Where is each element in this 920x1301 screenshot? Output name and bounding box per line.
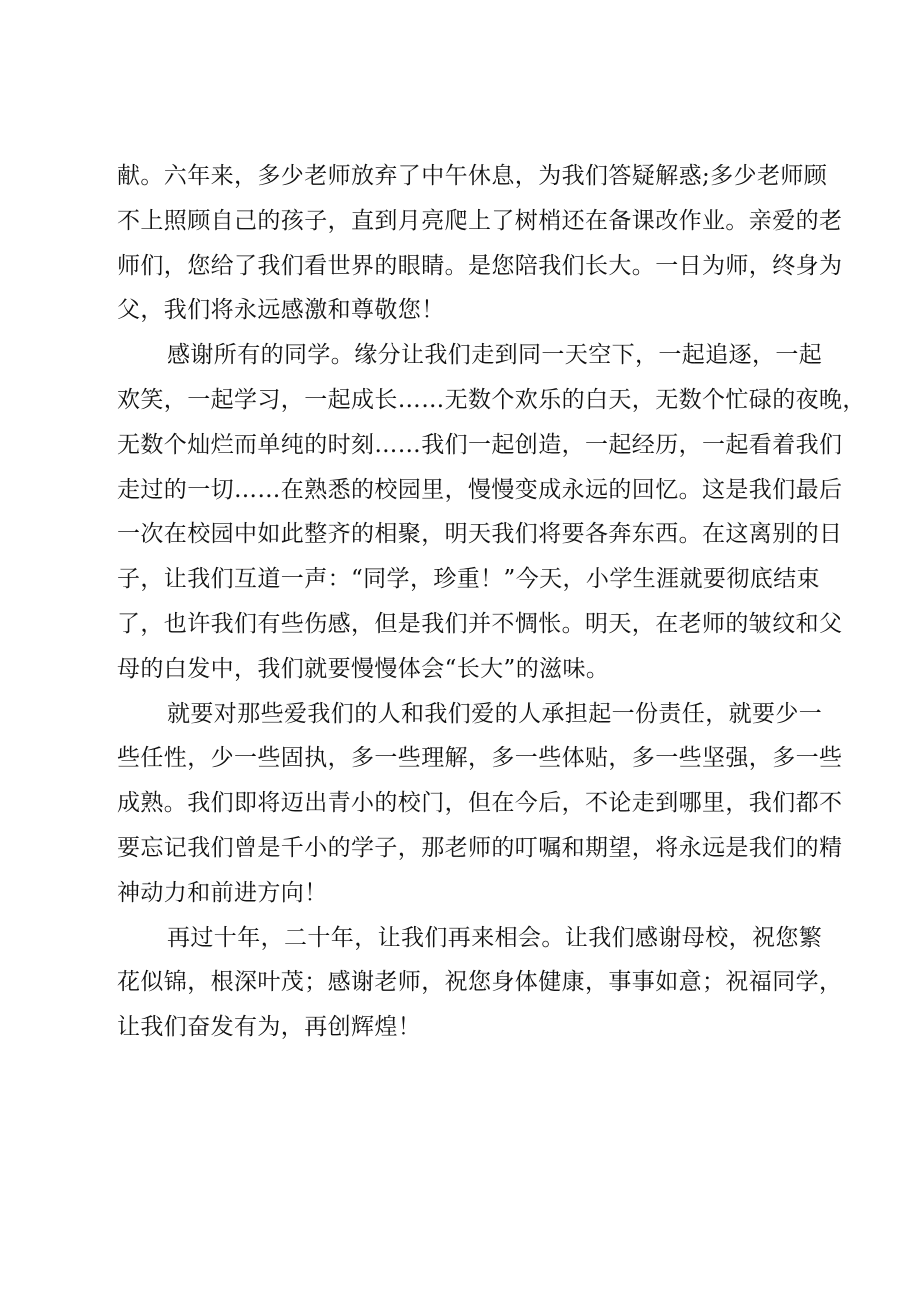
text-line: 一次在校园中如此整齐的相聚，明天我们将要各奔东西。在这离别的日 — [117, 521, 843, 548]
text-line: 神动力和前进方向！ — [117, 879, 328, 906]
text-line: 献。六年来，多少老师放弃了中午休息，为我们答疑解惑;多少老师顾 — [117, 163, 828, 189]
document-body — [117, 154, 866, 1050]
text-line: 成熟。我们即将迈出青小的校门，但在今后，不论走到哪里，我们都不 — [117, 790, 843, 817]
paragraph-start-line: 再过十年，二十年，让我们再来相会。让我们感谢母校，祝您繁 — [167, 924, 823, 951]
text-line: 母的白发中，我们就要慢慢体会“长大”的滋味。 — [117, 655, 610, 682]
text-line: 子，让我们互道一声：“同学，珍重！”今天，小学生涯就要彻底结束 — [117, 566, 820, 593]
text-line: 了，也许我们有些伤感，但是我们并不惆怅。明天，在老师的皱纹和父 — [117, 610, 843, 637]
text-line: 无数个灿烂而单纯的时刻……我们一起创造，一起经历，一起看着我们 — [117, 431, 843, 458]
paragraph-start-line: 感谢所有的同学。缘分让我们走到同一天空下，一起追逐，一起 — [167, 342, 823, 369]
text-line: 师们，您给了我们看世界的眼睛。是您陪我们长大。一日为师，终身为 — [117, 252, 843, 279]
text-line: 走过的一切……在熟悉的校园里，慢慢变成永远的回忆。这是我们最后 — [117, 476, 843, 503]
text-line: 让我们奋发有为，再创辉煌！ — [117, 1014, 422, 1041]
text-line: 要忘记我们曾是千小的学子，那老师的叮嘱和期望，将永远是我们的精 — [117, 834, 843, 861]
text-line: 父，我们将永远感激和尊敬您！ — [117, 297, 445, 324]
text-line: 些任性，少一些固执，多一些理解，多一些体贴，多一些坚强，多一些 — [117, 745, 843, 772]
text-line: 欢笑，一起学习，一起成长……无数个欢乐的白天，无数个忙碌的夜晚， — [117, 386, 866, 413]
paragraph-start-line: 就要对那些爱我们的人和我们爱的人承担起一份责任，就要少一 — [167, 700, 823, 727]
text-line: 不上照顾自己的孩子，直到月亮爬上了树梢还在备课改作业。亲爱的老 — [117, 207, 843, 234]
text-line: 花似锦，根深叶茂；感谢老师，祝您身体健康，事事如意；祝福同学， — [117, 969, 843, 996]
